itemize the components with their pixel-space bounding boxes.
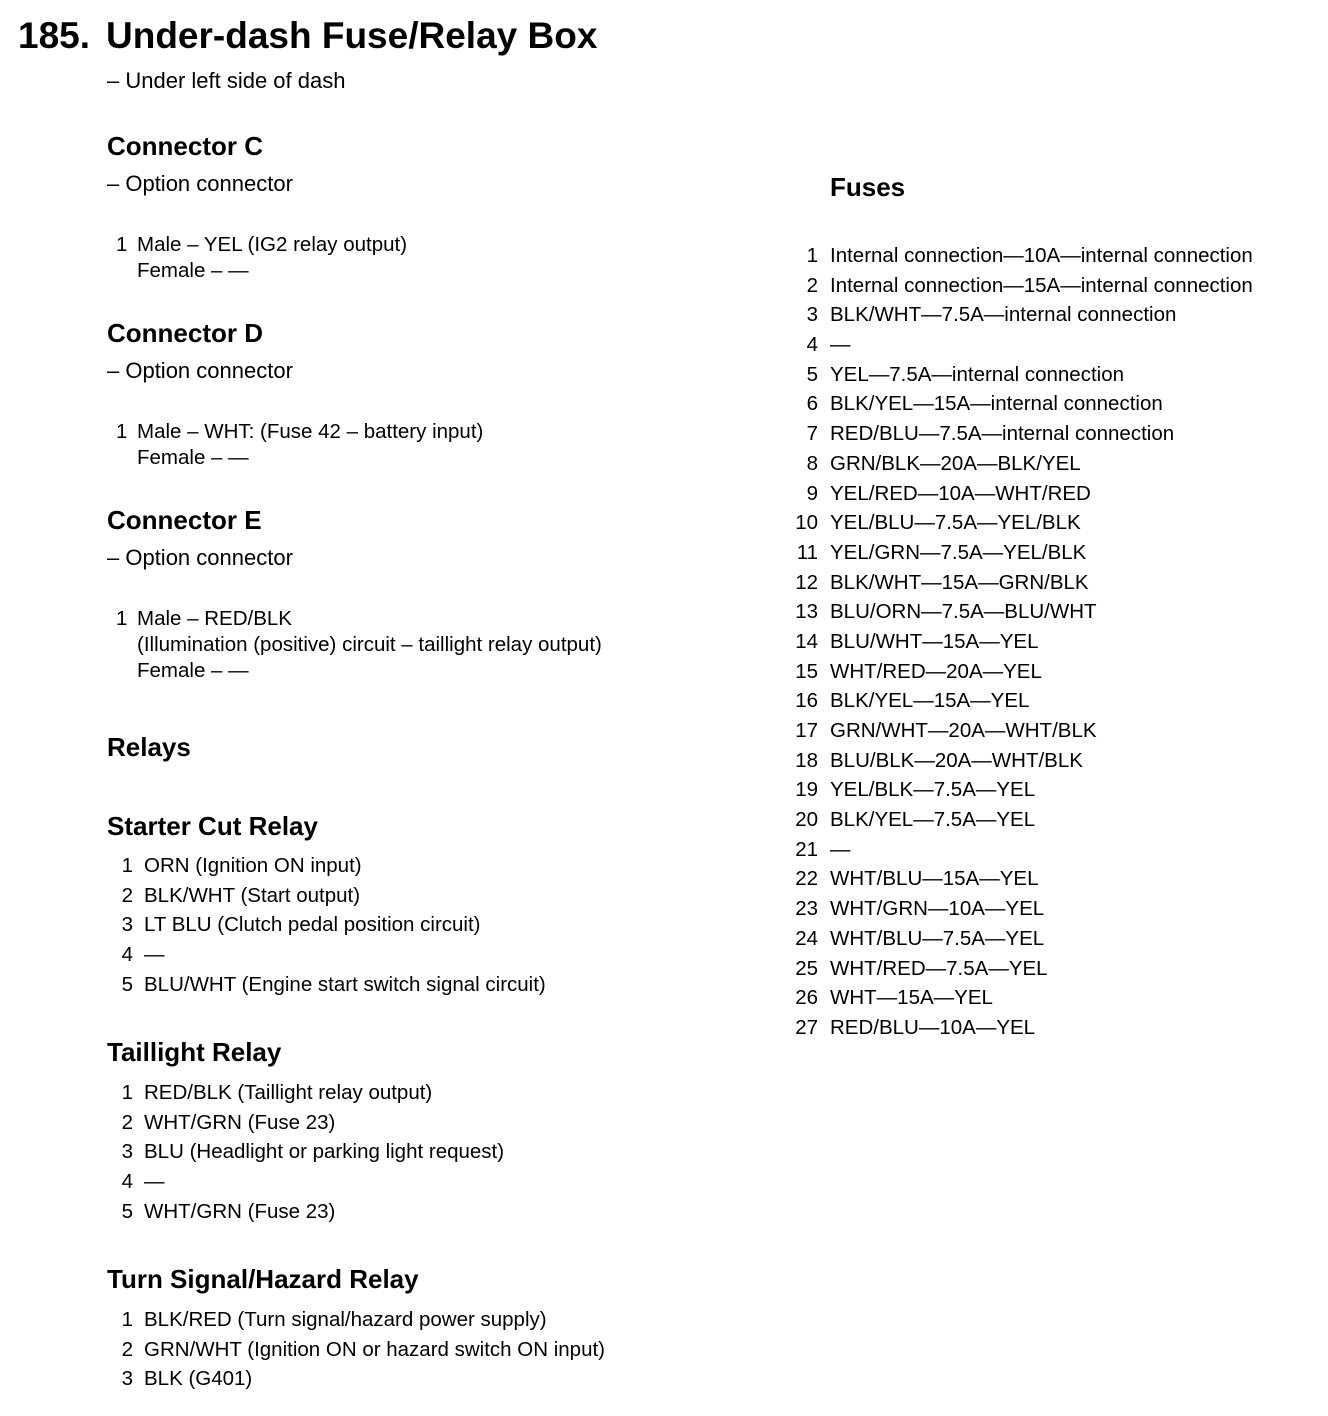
list-item bbox=[107, 910, 546, 940]
list-item bbox=[794, 419, 1253, 449]
fuse-number: 21 bbox=[795, 837, 818, 861]
connector-d-heading: Connector D bbox=[107, 318, 263, 348]
fuse-number: 10 bbox=[795, 511, 818, 535]
connector-c-subtitle: – Option connector bbox=[107, 171, 293, 196]
connector-d-pin-number: 1 bbox=[116, 420, 128, 443]
pin-description: LT BLU (Clutch pedal position circuit) bbox=[144, 913, 481, 937]
list-item bbox=[794, 538, 1253, 568]
fuses-heading: Fuses bbox=[830, 172, 906, 202]
connector-e-male: Male – RED/BLK bbox=[137, 607, 292, 630]
pin-number: 1 bbox=[121, 1081, 133, 1104]
pin-description: — bbox=[144, 1170, 165, 1194]
list-item bbox=[107, 1078, 504, 1108]
fuse-description: WHT/BLU—7.5A—YEL bbox=[830, 926, 1045, 950]
connector-e-heading: Connector E bbox=[107, 505, 262, 535]
pin-description: GRN/WHT (Ignition ON or hazard switch ON input) bbox=[144, 1337, 605, 1361]
relays-heading: Relays bbox=[107, 732, 191, 762]
list-item bbox=[794, 894, 1253, 924]
starter-cut-relay-pins bbox=[107, 851, 546, 999]
pin-description: WHT/GRN (Fuse 23) bbox=[144, 1110, 336, 1134]
list-item bbox=[794, 686, 1253, 716]
fuse-description: RED/BLU—7.5A—internal connection bbox=[830, 422, 1175, 446]
fuse-list bbox=[794, 241, 1253, 1043]
list-item bbox=[794, 775, 1253, 805]
list-item bbox=[107, 940, 546, 970]
list-item bbox=[794, 864, 1253, 894]
fuse-number: 1 bbox=[806, 244, 818, 267]
connector-c-heading: Connector C bbox=[107, 131, 263, 161]
fuse-description: GRN/BLK—20A—BLK/YEL bbox=[830, 451, 1081, 475]
fuse-description: Internal connection—15A—internal connection bbox=[830, 273, 1253, 297]
pin-number: 1 bbox=[121, 854, 133, 877]
fuse-description: BLK/YEL—15A—internal connection bbox=[830, 392, 1163, 416]
fuse-number: 6 bbox=[806, 392, 818, 416]
fuse-number: 5 bbox=[806, 362, 818, 386]
pin-description: BLK/WHT (Start output) bbox=[144, 883, 361, 907]
list-item bbox=[107, 851, 546, 881]
pin-number: 2 bbox=[121, 883, 133, 907]
fuse-number: 11 bbox=[796, 540, 818, 564]
fuse-description: GRN/WHT—20A—WHT/BLK bbox=[830, 719, 1097, 742]
fuse-number: 16 bbox=[795, 689, 818, 713]
connector-e-pin-number: 1 bbox=[116, 607, 128, 630]
list-item bbox=[794, 568, 1253, 598]
fuse-number: 15 bbox=[795, 659, 818, 683]
fuse-number: 17 bbox=[795, 719, 818, 742]
fuse-number: 9 bbox=[806, 481, 818, 505]
list-item bbox=[794, 330, 1253, 360]
list-item bbox=[794, 241, 1253, 271]
list-item bbox=[794, 300, 1253, 330]
connector-d-female: Female – — bbox=[137, 446, 249, 469]
fuse-description: WHT/BLU—15A—YEL bbox=[830, 867, 1039, 891]
page-title bbox=[18, 14, 597, 58]
fuse-number: 26 bbox=[795, 986, 818, 1010]
list-item bbox=[794, 746, 1253, 776]
location-note: – Under left side of dash bbox=[107, 68, 346, 93]
list-item bbox=[107, 1335, 605, 1365]
list-item bbox=[794, 508, 1253, 538]
fuse-number: 2 bbox=[806, 273, 818, 297]
list-item bbox=[107, 1364, 605, 1394]
starter-cut-relay-heading: Starter Cut Relay bbox=[107, 811, 318, 841]
fuse-number: 4 bbox=[806, 333, 818, 357]
list-item bbox=[794, 716, 1253, 746]
fuse-description: YEL/BLK—7.5A—YEL bbox=[830, 778, 1036, 802]
list-item bbox=[794, 1013, 1253, 1043]
pin-number: 4 bbox=[121, 943, 133, 967]
list-item bbox=[794, 360, 1253, 390]
pin-description: RED/BLK (Taillight relay output) bbox=[144, 1081, 433, 1104]
fuse-description: WHT/RED—7.5A—YEL bbox=[830, 956, 1048, 980]
fuse-number: 7 bbox=[806, 422, 818, 446]
list-item bbox=[794, 271, 1253, 301]
list-item bbox=[794, 627, 1253, 657]
connector-c-female: Female – — bbox=[137, 259, 249, 282]
fuse-number: 18 bbox=[795, 748, 818, 772]
pin-number: 5 bbox=[121, 1199, 133, 1223]
fuse-number: 25 bbox=[795, 956, 818, 980]
pin-number: 3 bbox=[121, 1140, 133, 1164]
fuse-description: YEL/BLU—7.5A—YEL/BLK bbox=[830, 511, 1081, 535]
list-item bbox=[794, 983, 1253, 1013]
fuse-description: WHT/RED—20A—YEL bbox=[830, 659, 1042, 683]
list-item bbox=[107, 1197, 504, 1227]
connector-e-note: (Illumination (positive) circuit – taillight relay output) bbox=[137, 633, 602, 656]
pin-description: BLK (G401) bbox=[144, 1367, 253, 1391]
connector-e-female: Female – — bbox=[137, 659, 249, 682]
fuse-description: YEL—7.5A—internal connection bbox=[830, 362, 1125, 386]
list-item bbox=[107, 970, 546, 1000]
taillight-relay-heading: Taillight Relay bbox=[107, 1037, 282, 1067]
list-item bbox=[794, 597, 1253, 627]
pin-description: ORN (Ignition ON input) bbox=[144, 854, 362, 877]
turn-signal-hazard-relay-heading: Turn Signal/Hazard Relay bbox=[107, 1264, 419, 1294]
list-item bbox=[794, 924, 1253, 954]
list-item bbox=[794, 657, 1253, 687]
pin-description: — bbox=[144, 943, 165, 967]
fuse-description: — bbox=[830, 333, 851, 357]
list-item bbox=[107, 1305, 605, 1335]
page-number: 185. bbox=[18, 15, 91, 56]
connector-c-pin-number: 1 bbox=[116, 233, 128, 256]
turn-signal-hazard-relay-pins bbox=[107, 1305, 605, 1394]
list-item bbox=[107, 1167, 504, 1197]
list-item bbox=[107, 881, 546, 911]
list-item bbox=[794, 479, 1253, 509]
fuse-description: BLU/BLK—20A—WHT/BLK bbox=[830, 748, 1083, 772]
taillight-relay-pins bbox=[107, 1078, 504, 1226]
connector-d-subtitle: – Option connector bbox=[107, 358, 293, 383]
list-item bbox=[107, 1108, 504, 1138]
list-item bbox=[794, 835, 1253, 865]
connector-c-male: Male – YEL (IG2 relay output) bbox=[137, 233, 408, 256]
pin-description: WHT/GRN (Fuse 23) bbox=[144, 1199, 336, 1223]
fuse-description: YEL/GRN—7.5A—YEL/BLK bbox=[830, 540, 1087, 564]
pin-description: BLU/WHT (Engine start switch signal circuit) bbox=[144, 972, 546, 996]
fuse-number: 22 bbox=[795, 867, 818, 891]
list-item bbox=[794, 954, 1253, 984]
fuse-number: 3 bbox=[806, 303, 818, 327]
pin-description: BLK/RED (Turn signal/hazard power supply) bbox=[144, 1308, 547, 1331]
pin-number: 3 bbox=[121, 1367, 133, 1391]
fuse-description: YEL/RED—10A—WHT/RED bbox=[830, 481, 1091, 505]
page-title-text: Under-dash Fuse/Relay Box bbox=[106, 15, 598, 56]
fuse-description: WHT—15A—YEL bbox=[830, 986, 993, 1010]
list-item bbox=[794, 449, 1253, 479]
fuse-number: 14 bbox=[795, 629, 818, 653]
fuse-description: BLU/WHT—15A—YEL bbox=[830, 629, 1039, 653]
fuse-number: 20 bbox=[795, 808, 818, 832]
fuse-number: 8 bbox=[806, 451, 818, 475]
fuse-description: BLK/YEL—7.5A—YEL bbox=[830, 808, 1036, 832]
fuse-description: BLK/YEL—15A—YEL bbox=[830, 689, 1030, 713]
fuse-description: BLU/ORN—7.5A—BLU/WHT bbox=[830, 600, 1097, 624]
pin-number: 1 bbox=[121, 1308, 133, 1331]
pin-number: 5 bbox=[121, 972, 133, 996]
fuse-description: — bbox=[830, 837, 851, 861]
fuse-description: BLK/WHT—15A—GRN/BLK bbox=[830, 570, 1089, 594]
fuse-number: 12 bbox=[795, 570, 818, 594]
list-item bbox=[794, 389, 1253, 419]
fuse-number: 24 bbox=[795, 926, 818, 950]
list-item bbox=[794, 805, 1253, 835]
pin-number: 4 bbox=[121, 1170, 133, 1194]
fuse-description: WHT/GRN—10A—YEL bbox=[830, 897, 1045, 921]
pin-number: 2 bbox=[121, 1110, 133, 1134]
fuse-number: 23 bbox=[795, 897, 818, 921]
fuse-number: 13 bbox=[795, 600, 818, 624]
fuse-description: BLK/WHT—7.5A—internal connection bbox=[830, 303, 1177, 327]
fuse-description: RED/BLU—10A—YEL bbox=[830, 1015, 1036, 1039]
fuse-description: Internal connection—10A—internal connection bbox=[830, 244, 1253, 267]
connector-e-subtitle: – Option connector bbox=[107, 545, 293, 570]
pin-description: BLU (Headlight or parking light request) bbox=[144, 1140, 505, 1164]
pin-number: 3 bbox=[121, 913, 133, 937]
fuse-number: 19 bbox=[795, 778, 818, 802]
pin-number: 2 bbox=[121, 1337, 133, 1361]
connector-d-male: Male – WHT: (Fuse 42 – battery input) bbox=[137, 420, 484, 443]
list-item bbox=[107, 1137, 504, 1167]
fuse-number: 27 bbox=[795, 1015, 818, 1039]
